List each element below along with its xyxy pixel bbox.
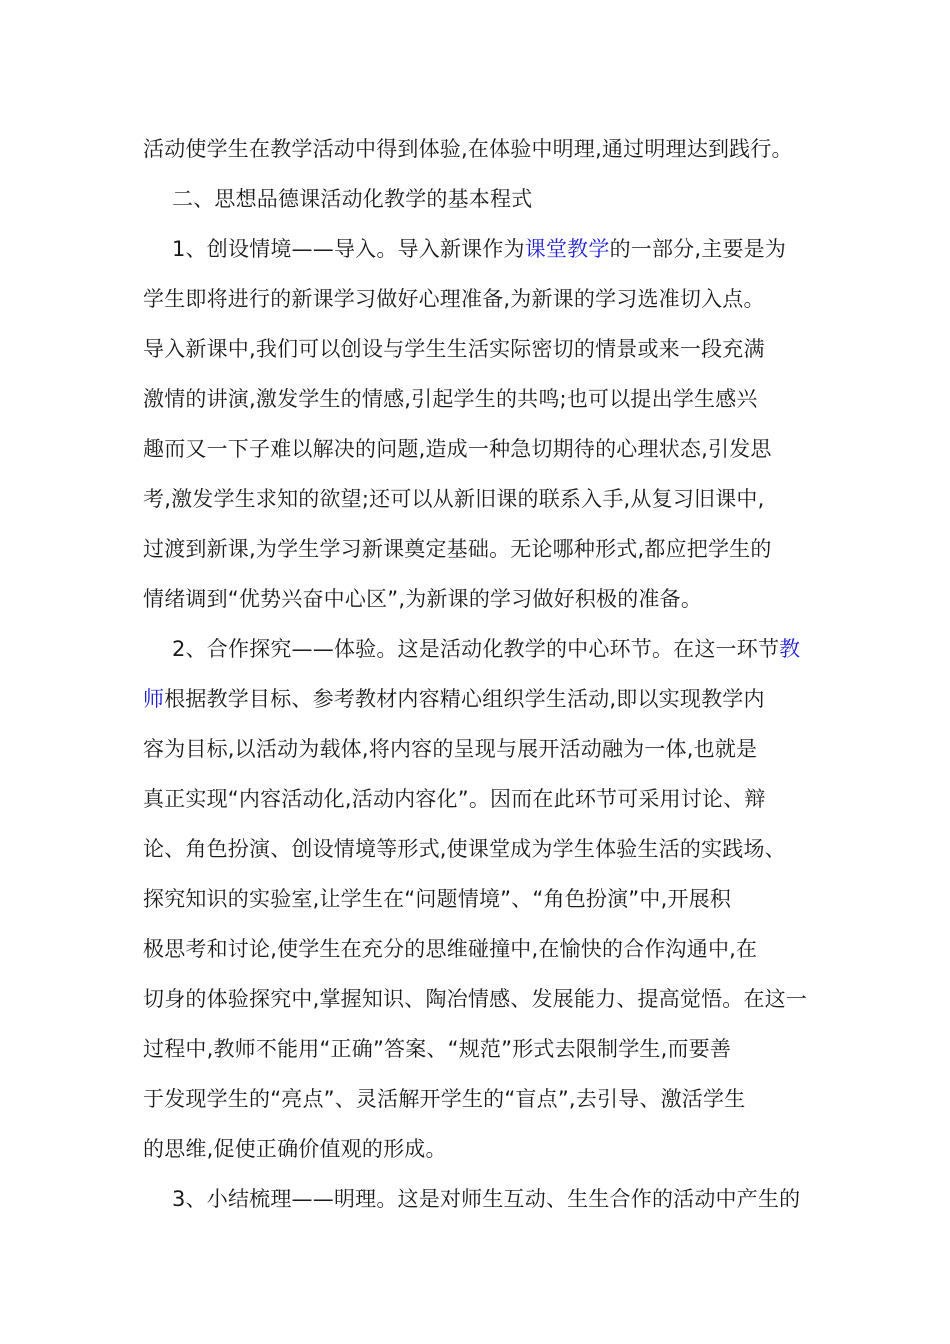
paragraph-text-line: 导入新课中,我们可以创设与学生生活实际密切的情景或来一段充满 [143,337,765,361]
paragraph-text-line: 情绪调到“优势兴奋中心区”,为新课的学习做好积极的准备。 [143,587,703,611]
paragraph-text-line: 趣而又一下子难以解决的问题,造成一种急切期待的心理状态,引发思 [143,437,772,461]
paragraph-text-line: 切身的体验探究中,掌握知识、陶冶情感、发展能力、提高觉悟。在这一 [143,987,808,1011]
paragraph-text-line: 3、小结梳理——明理。这是对师生互动、生生合作的活动中产生的 [172,1187,801,1211]
paragraph-text-line: 学生即将进行的新课学习做好心理准备,为新课的学习选准切入点。 [143,287,765,311]
paragraph-text-line [172,634,852,664]
text-segment: 2、合作探究——体验。这是活动化教学的中心环节。在这一环节 [172,637,780,661]
paragraph-text-line: 过渡到新课,为学生学习新课奠定基础。无论哪种形式,都应把学生的 [143,537,772,561]
classroom-teaching-link[interactable]: 课堂教学 [524,237,610,261]
paragraph-text-line: 激情的讲演,激发学生的情感,引起学生的共鸣;也可以提出学生感兴 [143,387,758,411]
teacher-link-part-2[interactable]: 师 [143,687,165,711]
text-segment: 根据教学目标、参考教材内容精心组织学生活动,即以实现教学内 [164,687,765,711]
paragraph-text-line [143,684,823,714]
paragraph-text-line: 过程中,教师不能用“正确”答案、“规范”形式去限制学生,而要善 [143,1037,732,1061]
paragraph-text-line [172,234,852,264]
paragraph-text-line: 论、角色扮演、创设情境等形式,使课堂成为学生体验生活的实践场、 [143,837,786,861]
paragraph-text-line: 活动使学生在教学活动中得到体验,在体验中明理,通过明理达到践行。 [143,137,793,161]
paragraph-text-line: 容为目标,以活动为载体,将内容的呈现与展开活动融为一体,也就是 [143,737,758,761]
teacher-link-part-1[interactable]: 教 [779,637,801,661]
text-segment: 1、创设情境——导入。导入新课作为 [172,237,525,261]
paragraph-text-line: 考,激发学生求知的欲望;还可以从新旧课的联系入手,从复习旧课中, [143,487,765,511]
paragraph-text-line: 极思考和讨论,使学生在充分的思维碰撞中,在愉快的合作沟通中,在 [143,937,758,961]
paragraph-text-line: 探究知识的实验室,让学生在“问题情境”、“角色扮演”中,开展积 [143,887,732,911]
section-heading: 二、思想品德课活动化教学的基本程式 [172,187,533,211]
paragraph-text-line: 于发现学生的“亮点”、灵活解开学生的“盲点”,去引导、激活学生 [143,1087,746,1111]
paragraph-text-line: 真正实现“内容活动化,活动内容化”。因而在此环节可采用讨论、辩 [143,787,766,811]
text-segment: 的一部分,主要是为 [609,237,787,261]
paragraph-text-line: 的思维,促使正确价值观的形成。 [143,1137,447,1161]
